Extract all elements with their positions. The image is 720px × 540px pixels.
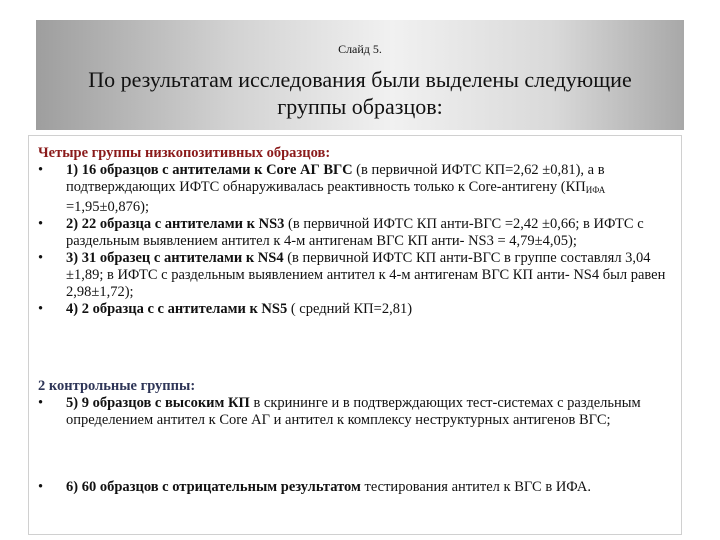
item-bold-text: 5) 9 образцов с высоким КП	[66, 395, 250, 411]
bullet-icon: •	[38, 162, 44, 178]
list-item	[38, 250, 674, 301]
low-positive-heading: Четыре группы низкопозитивных образцов:	[38, 145, 331, 161]
bullet-icon: •	[38, 250, 44, 266]
item-text: (в первичной ИФТС КП анти-ВГС =2,42 ±0,66; в ИФТС с раздельным выявлением антител к 4-м антигенам ВГС КП анти- NS3 = 4,79±4,05);	[66, 216, 644, 249]
list-item	[38, 479, 674, 496]
item-bold-text: 4) 2 образца с с антителами к NS5	[66, 301, 288, 317]
control-list	[38, 395, 674, 429]
item-text: тестирования антител к ВГС в ИФА.	[360, 479, 591, 495]
item-bold-text: 2) 22 образца с антителами к NS3	[66, 216, 285, 232]
low-positive-list	[38, 162, 674, 318]
item-text: в скрининге и в подтверждающих тест-системах с раздельным определением антител к Core АГ и антител к комплексу неструктурных антигенов ВГС;	[66, 395, 641, 428]
item-text: (в первичной ИФТС КП=2,62 ±0,81), а в подтверждающих ИФТС обнаруживалась реактивность только к Core-антигену (КП	[66, 162, 605, 195]
bullet-icon: •	[38, 395, 44, 411]
item-subscript: ИФА	[585, 185, 606, 195]
bullet-icon: •	[38, 216, 44, 232]
bullet-icon: •	[38, 479, 44, 495]
list-item	[38, 216, 674, 250]
item-text: ( средний КП=2,81)	[287, 301, 413, 317]
item-text: (в первичной ИФТС КП анти-ВГС в группе составлял 3,04 ±1,89; в ИФТС с раздельным выявлением антител к 4-м антигенам ВГС КП анти- NS4 был равен 2,98±1,72);	[66, 250, 666, 300]
list-item	[38, 301, 674, 318]
item-bold-text: 6) 60 образцов с отрицательным результатом	[66, 479, 361, 495]
content-box	[28, 135, 682, 535]
slide-title: По результатам исследования были выделены следующие группы образцов:	[88, 67, 632, 119]
item-bold-text: 1) 16 образцов с антителами к Core АГ ВГС	[66, 162, 353, 178]
control-list-2	[38, 479, 674, 496]
item-text-end: =1,95±0,876);	[66, 199, 149, 215]
slide-label: Слайд 5.	[338, 42, 382, 56]
slide-header	[36, 20, 684, 130]
list-item	[38, 162, 674, 216]
list-item	[38, 395, 674, 429]
item-bold-text: 3) 31 образец с антителами к NS4	[66, 250, 284, 266]
control-groups-heading: 2 контрольные группы:	[38, 378, 196, 394]
bullet-icon: •	[38, 301, 44, 317]
